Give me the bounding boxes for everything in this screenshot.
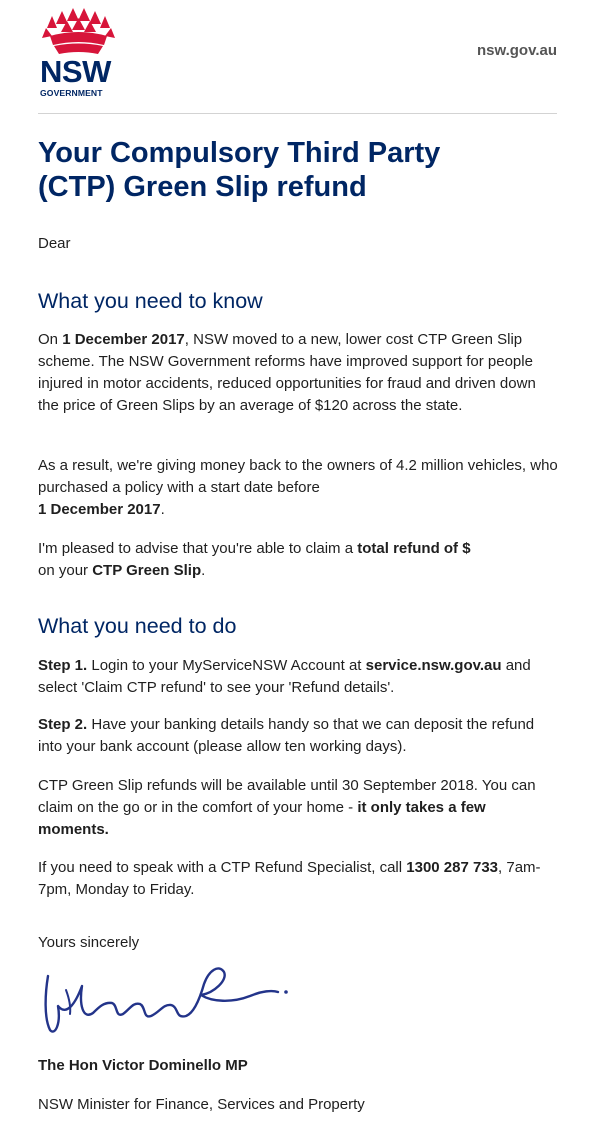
refund-owners-paragraph: As a result, we're giving money back to the owners of 4.2 million vehicles, who purchased a policy with a start date before 1 December 2017. [38,457,558,518]
step-1-label: Step 1. [38,657,88,674]
service-nsw-link[interactable]: service.nsw.gov.au [365,657,502,674]
section-heading-do: What you need to do [38,614,237,638]
step-1-paragraph: Step 1. Login to your MyServiceNSW Account at service.nsw.gov.au and select 'Claim CTP refund' to see your 'Refund details'. [38,657,531,696]
logo-subtext: GOVERNMENT [40,88,103,98]
total-refund-label: total refund of $ [357,540,471,557]
step-2-paragraph: Step 2. Have your banking details handy so that we can deposit the refund into your bank account (please allow ten working days). [38,716,535,755]
greeting: Dear [38,235,71,252]
ctp-green-slip-label: CTP Green Slip [92,562,202,579]
nsw-gov-link[interactable]: nsw.gov.au [476,42,557,59]
intro-paragraph: On 1 December 2017, NSW moved to a new, lower cost CTP Green Slip scheme. The NSW Government reforms have improved support for people injured in motor accidents, reduced opportunities for fraud and driven down the price of Green Slips by an average of $120 across the state. [38,331,536,414]
contact-paragraph: If you need to speak with a CTP Refund Specialist, call 1300 287 733, 7am-7pm, Monday to Friday. [38,859,541,898]
cutoff-date: 1 December 2017 [38,501,161,518]
closing: Yours sincerely [38,934,140,951]
title-line-2: (CTP) Green Slip refund [38,171,367,203]
step-2-label: Step 2. [38,716,88,733]
signatory-role: NSW Minister for Finance, Services and Property [38,1096,365,1113]
takes-few-moments: it only takes a few moments. [38,799,486,838]
title-line-1: Your Compulsory Third Party [38,137,441,169]
section-heading-know: What you need to know [38,289,263,313]
logo-wordmark: NSW [40,54,111,89]
header-divider [38,113,557,114]
nsw-government-logo [38,8,122,96]
signatory-name: The Hon Victor Dominello MP [38,1057,248,1074]
signature-image [36,950,296,1040]
email-title [38,136,558,204]
waratah-icon [38,8,122,56]
phone-number[interactable]: 1300 287 733 [406,859,499,876]
refund-amount-paragraph: I'm pleased to advise that you're able to claim a total refund of $ on your CTP Green Slip. [38,540,471,579]
availability-paragraph: CTP Green Slip refunds will be available until 30 September 2018. You can claim on the go or in the comfort of your home - it only takes a few moments. [38,777,536,838]
scheme-date: 1 December 2017 [62,331,185,348]
